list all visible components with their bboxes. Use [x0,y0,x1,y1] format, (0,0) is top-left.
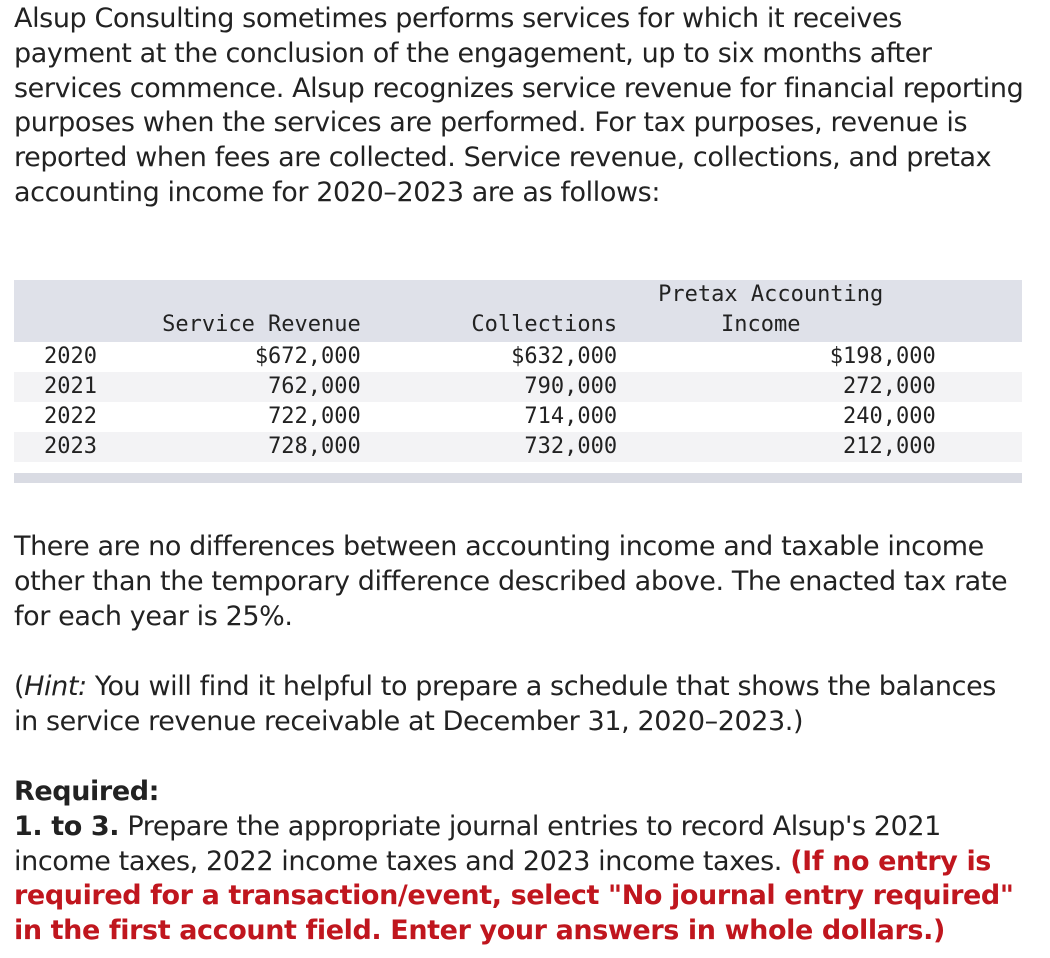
row-service-revenue: 728,000 [155,432,361,462]
row-spacer [936,372,1022,402]
table-row [14,432,1022,462]
row-year: 2023 [14,432,155,462]
required-instruction: (If no entry is required for a transaction/event, select "No journal entry required" in the first account field. Enter your answers in whole dollars.) [14,845,1014,947]
header-year [14,280,155,342]
hint-open: ( [14,671,25,702]
problem-intro: Alsup Consulting sometimes performs services for which it receives payment at the conclusion of the engagement, up to six months after services commence. Alsup recognizes service revenue for financial reporting purposes when the services are performed. For tax purposes, revenue is reported when fees are collected. Service revenue, collections, and pretax accounting income for 2020–2023 are as follows: [14,3,1024,208]
header-service-revenue: Service Revenue [162,312,361,337]
row-collections: $632,000 [361,342,617,372]
table-bottom-bar [14,473,1022,483]
header-collections: Collections [471,312,618,337]
row-service-revenue: 722,000 [155,402,361,432]
header-spacer [936,280,1022,342]
table-row [14,372,1022,402]
header-pretax-income [617,280,936,342]
row-year: 2020 [14,342,155,372]
hint-label: Hint: [24,671,87,702]
required-number: 1. to 3. [14,810,120,842]
row-year: 2022 [14,402,155,432]
tax-rate-paragraph: There are no differences between accounting income and taxable income other than the temporary difference described above. The enacted tax rate for each year is 25%. [14,531,1008,632]
table-row [14,402,1022,432]
data-table-container [14,280,1022,483]
hint-paragraph [14,670,1024,740]
row-spacer [936,402,1022,432]
row-pretax-income: 212,000 [617,432,936,462]
row-pretax-income: 272,000 [617,372,936,402]
table-row [14,342,1022,372]
row-pretax-income: 240,000 [617,402,936,432]
row-service-revenue: $672,000 [155,342,361,372]
row-pretax-income: $198,000 [617,342,936,372]
required-body [14,810,1024,949]
required-heading: Required: [14,776,160,807]
row-spacer [936,432,1022,462]
header-pretax-line1: Pretax Accounting [658,282,884,307]
required-section [14,775,1024,949]
required-text: Prepare the appropriate journal entries to record Alsup's 2021 income taxes, 2022 income taxes and 2023 income taxes. [14,810,941,877]
row-spacer [936,342,1022,372]
row-collections: 732,000 [361,432,617,462]
row-year: 2021 [14,372,155,402]
hint-text: You will find it helpful to prepare a schedule that shows the balances in service revenue receivable at December 31, 2020–2023.) [14,671,996,737]
row-collections: 790,000 [361,372,617,402]
table-header-row [14,280,1022,342]
row-collections: 714,000 [361,402,617,432]
header-pretax-line2: Income [720,312,801,337]
row-service-revenue: 762,000 [155,372,361,402]
data-table [14,280,1022,462]
